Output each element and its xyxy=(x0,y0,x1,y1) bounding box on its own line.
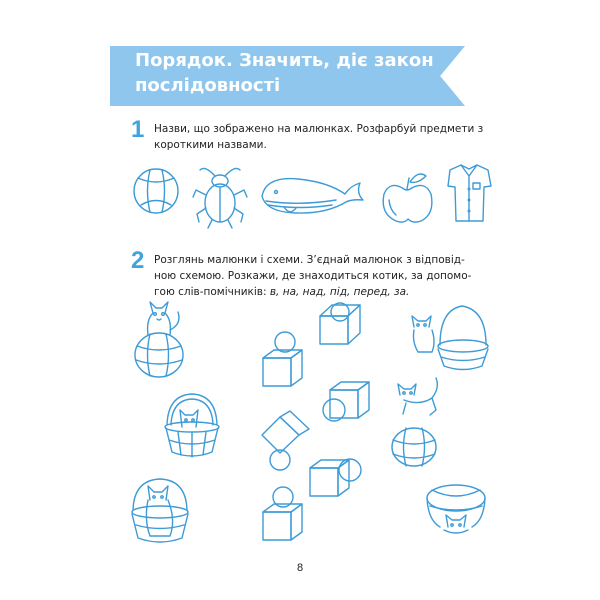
cat-in-basket-picture xyxy=(165,394,219,457)
scheme-ball-in-cube xyxy=(320,303,360,344)
scheme-ball-behind-cube xyxy=(310,459,361,496)
task-2-line-2: ною схемою. Розкажи, де знаходиться котик, за допомо- xyxy=(154,270,472,282)
apple-picture xyxy=(383,174,432,222)
ball-picture xyxy=(134,169,178,213)
cat-before-basket-picture xyxy=(412,306,488,370)
task-2-line-3-prefix: гою слів-помічників: xyxy=(154,286,270,298)
cat-in-front-of-basket-picture xyxy=(132,479,188,542)
scheme-ball-on-cube xyxy=(263,332,302,386)
task-2-number: 2 xyxy=(131,247,145,274)
task-1-instructions: Назви, що зображено на малюнках. Розфарбуй предмети з короткими назвами. xyxy=(154,123,484,151)
scheme-ball-on-cube-bottom xyxy=(263,487,302,540)
cat-on-ball-picture xyxy=(135,302,183,377)
scheme-ball-before-cube xyxy=(323,382,369,421)
page-title: Порядок. Значить, діє закон послідовності xyxy=(135,50,434,96)
beetle-picture xyxy=(193,168,247,228)
cat-under-basket-picture xyxy=(427,485,485,533)
task-2-line-1: Розглянь малюнки і схеми. З’єднай малюнок з відповід- xyxy=(154,254,465,266)
cat-over-ball-picture xyxy=(392,378,437,466)
scheme-ball-under-cube xyxy=(262,411,309,470)
helper-words: в, на, над, під, перед, за. xyxy=(269,286,410,298)
shirt-picture xyxy=(448,165,491,221)
task-1-number: 1 xyxy=(131,116,145,143)
page-number: 8 xyxy=(296,562,304,574)
whale-picture xyxy=(262,179,363,213)
